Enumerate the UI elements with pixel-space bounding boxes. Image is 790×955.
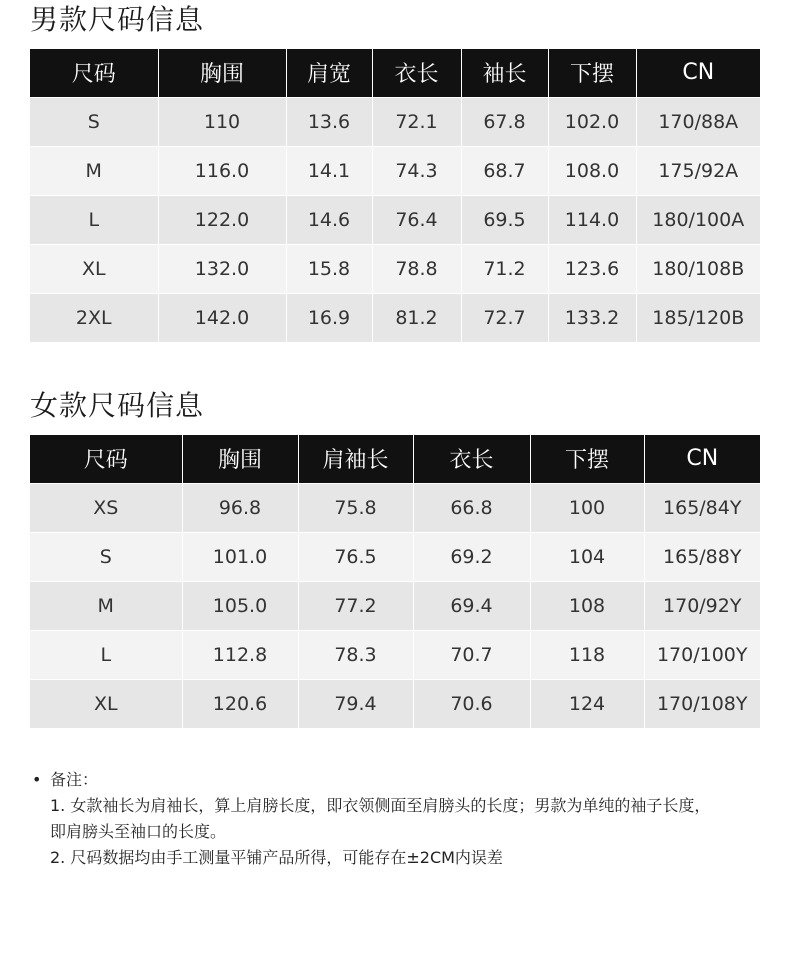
table-cell: 15.8 <box>286 244 372 293</box>
table-cell: 170/88A <box>636 97 760 146</box>
table-row <box>30 97 760 146</box>
column-header: CN <box>636 49 760 97</box>
table-row <box>30 293 760 342</box>
table-cell: 108 <box>530 581 644 630</box>
bullet-icon: • <box>32 770 42 789</box>
table-row <box>30 244 760 293</box>
table-cell: 76.4 <box>372 195 461 244</box>
table-cell: 123.6 <box>548 244 636 293</box>
table-cell: L <box>30 630 182 679</box>
table-cell: 77.2 <box>298 581 413 630</box>
column-header: 衣长 <box>413 435 530 483</box>
table-cell: 120.6 <box>182 679 298 728</box>
table-cell: 118 <box>530 630 644 679</box>
note-line: 即肩膀头至袖口的长度。 <box>50 822 227 841</box>
table-cell: XL <box>30 679 182 728</box>
table-cell: 170/92Y <box>644 581 760 630</box>
table-cell: 114.0 <box>548 195 636 244</box>
table-cell: 69.2 <box>413 532 530 581</box>
table-row <box>30 483 760 532</box>
table-header-row <box>30 49 760 97</box>
column-header: 胸围 <box>158 49 286 97</box>
table-cell: 132.0 <box>158 244 286 293</box>
table-cell: M <box>30 146 158 195</box>
table-cell: 72.7 <box>461 293 548 342</box>
table-cell: S <box>30 97 158 146</box>
table-row <box>30 679 760 728</box>
table-cell: 2XL <box>30 293 158 342</box>
table-cell: 79.4 <box>298 679 413 728</box>
table-cell: 100 <box>530 483 644 532</box>
table-cell: S <box>30 532 182 581</box>
column-header: 尺码 <box>30 49 158 97</box>
table-cell: 142.0 <box>158 293 286 342</box>
table-cell: 70.6 <box>413 679 530 728</box>
table-row <box>30 630 760 679</box>
women-size-title: 女款尺码信息 <box>30 389 205 422</box>
table-cell: 170/108Y <box>644 679 760 728</box>
table-cell: 14.1 <box>286 146 372 195</box>
table-cell: 78.8 <box>372 244 461 293</box>
column-header: 肩宽 <box>286 49 372 97</box>
table-row <box>30 532 760 581</box>
column-header: 肩袖长 <box>298 435 413 483</box>
table-cell: 105.0 <box>182 581 298 630</box>
table-row <box>30 581 760 630</box>
table-row <box>30 195 760 244</box>
table-cell: 122.0 <box>158 195 286 244</box>
column-header: 下摆 <box>548 49 636 97</box>
table-cell: 69.4 <box>413 581 530 630</box>
table-cell: 81.2 <box>372 293 461 342</box>
column-header: 衣长 <box>372 49 461 97</box>
table-cell: 165/88Y <box>644 532 760 581</box>
table-cell: 175/92A <box>636 146 760 195</box>
table-cell: L <box>30 195 158 244</box>
table-header-row <box>30 435 760 483</box>
column-header: 胸围 <box>182 435 298 483</box>
table-cell: 76.5 <box>298 532 413 581</box>
table-cell: 69.5 <box>461 195 548 244</box>
table-cell: 116.0 <box>158 146 286 195</box>
table-cell: 67.8 <box>461 97 548 146</box>
table-cell: XL <box>30 244 158 293</box>
table-cell: 13.6 <box>286 97 372 146</box>
table-cell: 102.0 <box>548 97 636 146</box>
note-line: 2. 尺码数据均由手工测量平铺产品所得，可能存在±2CM内误差 <box>50 848 503 867</box>
table-cell: 124 <box>530 679 644 728</box>
table-cell: 14.6 <box>286 195 372 244</box>
table-cell: 170/100Y <box>644 630 760 679</box>
column-header: 下摆 <box>530 435 644 483</box>
notes-section <box>32 767 762 871</box>
table-cell: 101.0 <box>182 532 298 581</box>
table-cell: 70.7 <box>413 630 530 679</box>
table-cell: 108.0 <box>548 146 636 195</box>
men-size-title: 男款尺码信息 <box>30 3 205 36</box>
table-cell: 71.2 <box>461 244 548 293</box>
table-cell: 78.3 <box>298 630 413 679</box>
column-header: 袖长 <box>461 49 548 97</box>
table-row <box>30 146 760 195</box>
women-size-table <box>30 435 760 728</box>
table-cell: 75.8 <box>298 483 413 532</box>
note-line: 1. 女款袖长为肩袖长，算上肩膀长度，即衣领侧面至肩膀头的长度；男款为单纯的袖子长度， <box>50 796 711 815</box>
table-cell: 180/100A <box>636 195 760 244</box>
table-cell: 185/120B <box>636 293 760 342</box>
table-cell: 16.9 <box>286 293 372 342</box>
table-cell: 133.2 <box>548 293 636 342</box>
table-cell: 66.8 <box>413 483 530 532</box>
column-header: 尺码 <box>30 435 182 483</box>
column-header: CN <box>644 435 760 483</box>
table-cell: 165/84Y <box>644 483 760 532</box>
table-cell: 180/108B <box>636 244 760 293</box>
table-cell: 104 <box>530 532 644 581</box>
table-cell: 68.7 <box>461 146 548 195</box>
table-cell: 110 <box>158 97 286 146</box>
notes-heading: 备注： <box>50 770 99 789</box>
table-cell: 74.3 <box>372 146 461 195</box>
table-cell: XS <box>30 483 182 532</box>
table-cell: 112.8 <box>182 630 298 679</box>
men-size-table <box>30 49 760 342</box>
table-cell: 72.1 <box>372 97 461 146</box>
table-cell: 96.8 <box>182 483 298 532</box>
table-cell: M <box>30 581 182 630</box>
